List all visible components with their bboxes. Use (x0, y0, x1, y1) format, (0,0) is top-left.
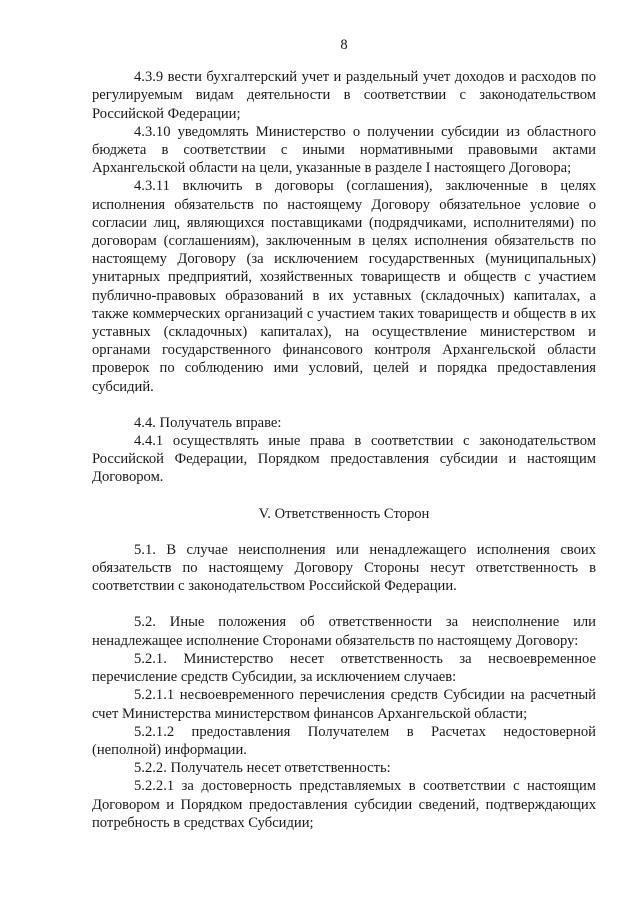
clause-5-2-1: 5.2.1. Министерство несет ответственность за несвоевременное перечисление средств Субсидии, за исключением случаев: (92, 650, 596, 686)
clause-4-4-1: 4.4.1 осуществлять иные права в соответствии с законодательством Российской Федерации, Порядком предоставления субсидии и настоящим Договором. (92, 433, 596, 486)
clause-5-2-2: 5.2.2. Получатель несет ответственность: (134, 760, 391, 777)
paragraph-gap (92, 396, 596, 414)
clause-5-2-1-1: 5.2.1.1 несвоевременного перечисления средств Субсидии на расчетный счет Министерства министерством финансов Архангельской области; (92, 687, 596, 722)
clause-4-3-10: 4.3.10 уведомлять Министерство о получении субсидии из областного бюджета в соответствии с иными нормативными правовыми актами Архангельской области на цели, указанные в разделе I настоящего Договора; (92, 123, 596, 177)
paragraph-gap (92, 595, 596, 613)
paragraph-gap (92, 523, 596, 541)
clause-4-3-11: 4.3.11 включить в договоры (соглашения), заключенные в целях исполнения обязательств по настоящему Договору обязательное условие о согласии лиц, являющихся поставщиками (подрядчиками, исполнителями) по договорам (соглашениям), заключенным в целях исполнения обязательств по настоящему Договору (за исключением государственных (муниципальных) унитарных предприятий, хозяйственных товариществ и обществ с участием публично-правовых образований в их уставных (складочных) капиталах, а также коммерческих организаций с участием таких товариществ и обществ в их уставных (складочных) капиталах), на осуществление министерством и органами государственного финансового контроля Архангельской области проверок по соблюдению ими условий, целей и порядка предоставления субсидий. (92, 178, 596, 395)
page-number: 8 (340, 37, 348, 53)
clause-5-2: 5.2. Иные положения об ответственности за неисполнение или ненадлежащее исполнение Сторонами обязательств по настоящему Договору: (92, 614, 596, 649)
clause-5-2-1-2: 5.2.1.2 предоставления Получателем в Расчетах недостоверной (неполной) информации. (92, 723, 596, 758)
clause-4-4: 4.4. Получатель вправе: (134, 414, 282, 431)
paragraph-gap (92, 487, 596, 505)
section-heading: V. Ответственность Сторон (258, 505, 430, 522)
clause-5-1: 5.1. В случае неисполнения или ненадлежащего исполнения своих обязательств по настоящему Договору Стороны несут ответственность в соответствии с законодательством Российской Федерации. (92, 541, 596, 595)
clause-5-2-2-1: 5.2.2.1 за достоверность представляемых в соответствии с настоящим Договором и Порядком предоставления субсидии сведений, подтверждающих потребность в средствах Субсидии; (92, 778, 596, 831)
clause-4-3-9: 4.3.9 вести бухгалтерский учет и раздельный учет доходов и расходов по регулируемым видам деятельности в соответствии с законодательством Российской Федерации; (92, 69, 596, 122)
